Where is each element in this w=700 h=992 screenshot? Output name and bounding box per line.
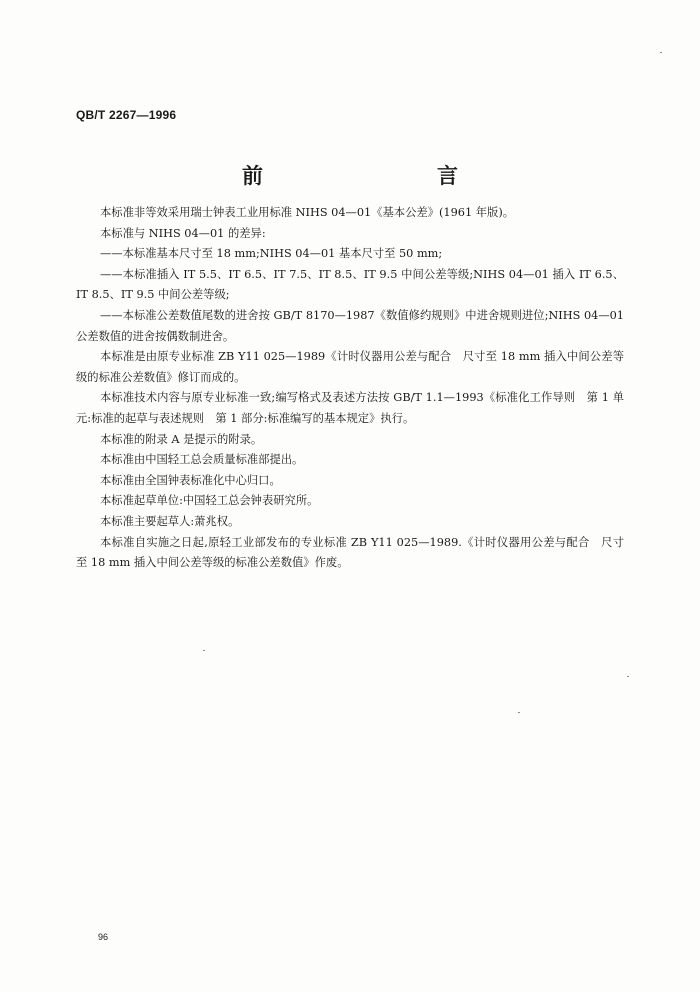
paragraph-difference-grades: ——本标准插入 IT 5.5、IT 6.5、IT 7.5、IT 8.5、IT 9.5 中间公差等级;NIHS 04—01 插入 IT 6.5、IT 8.5、IT 9.5 中间公差等级; — [76, 267, 624, 302]
paragraph-technical-content: 本标准技术内容与原专业标准一致;编写格式及表述方法按 GB/T 1.1—1993《标准化工作导则 第 1 单元:标准的起草与表述规则 第 1 部分:标准编写的基本规定》执行。 — [76, 391, 624, 425]
page-title: 前 言 — [242, 163, 502, 188]
paragraph-supersedes: 本标准自实施之日起,原轻工业部发布的专业标准 ZB Y11 025—1989.《计时仪器用公差与配合 尺寸至 18 mm 插入中间公差等级的标准公差数值》作废。 — [76, 535, 624, 570]
paragraph-differences-intro: 本标准与 NIHS 04—01 的差异: — [100, 226, 266, 240]
page-number: 96 — [98, 932, 109, 942]
scan-speck — [660, 52, 662, 53]
scan-speck — [518, 712, 520, 713]
standard-code: QB/T 2267—1996 — [76, 108, 177, 122]
paragraph-proposed-by: 本标准由中国轻工总会质量标准部提出。 — [100, 453, 304, 467]
paragraph-difference-rounding: ——本标准公差数值尾数的进舍按 GB/T 8170—1987《数值修约规则》中进舍规则进位;NIHS 04—01 公差数值的进舍按偶数制进舍。 — [76, 308, 624, 343]
paragraph-difference-size: ——本标准基本尺寸至 18 mm;NIHS 04—01 基本尺寸至 50 mm; — [100, 247, 443, 261]
paragraph-revision-source: 本标准是由原专业标准 ZB Y11 025—1989《计时仪器用公差与配合 尺寸至 18 mm 插入中间公差等级的标准公差数值》修订而成的。 — [76, 350, 624, 384]
paragraph-administered-by: 本标准由全国钟表标准化中心归口。 — [100, 473, 281, 487]
paragraph-adoption: 本标准非等效采用瑞士钟表工业用标准 NIHS 04—01《基本公差》(1961 年版)。 — [100, 206, 515, 219]
scan-speck — [203, 650, 205, 651]
paragraph-appendix: 本标准的附录 A 是提示的附录。 — [100, 432, 263, 446]
foreword-body — [76, 203, 624, 574]
scan-speck — [627, 676, 629, 677]
paragraph-drafters: 本标准主要起草人:萧兆权。 — [100, 514, 240, 528]
paragraph-drafting-unit: 本标准起草单位:中国轻工总会钟表研究所。 — [100, 494, 319, 508]
